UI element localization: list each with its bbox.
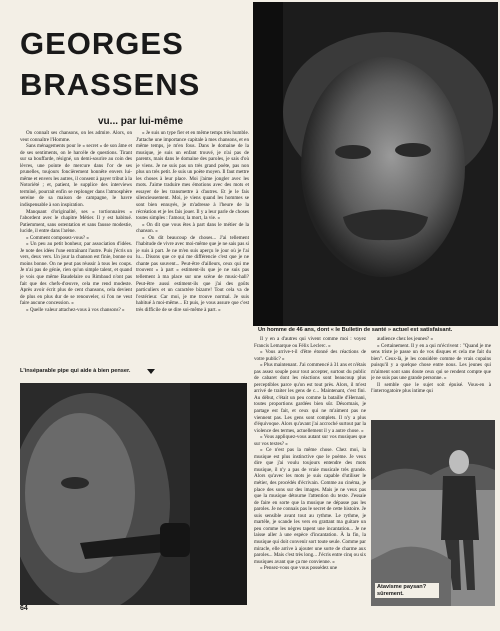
title-line-1: GEORGES	[20, 26, 184, 61]
garden-photo	[371, 420, 495, 606]
paragraph: audience chez les jeunes? »	[377, 336, 434, 342]
title-line-2: BRASSENS	[20, 67, 201, 102]
pipe-photo	[20, 383, 247, 605]
pipe-image	[20, 383, 247, 605]
down-arrow-icon	[147, 369, 155, 374]
text-column-3	[254, 336, 366, 604]
paragraph: Manquant d'originalité, ses « tortionnaires » l'abordent avec le chapitre Métier. Il y est habitué. Patiemment, sans ostentation et sans fausse modestie, lucide, il entre dans l'arène.	[20, 208, 132, 235]
paragraph: « On dit que vous êtes à part dans le métier de la chanson. »	[136, 221, 249, 235]
paragraph: « Pensez-vous que vous possédez une	[260, 565, 338, 572]
paragraph: Il y en a d'autres qui vivent comme moi : voyez Francis Lemarque ou Félix Leclerc. »	[254, 336, 366, 349]
article-subtitle: vu... par lui-même	[98, 116, 184, 127]
paragraph: « Vous appliquez-vous autant sur vos musiques que sur vos textes? »	[254, 434, 366, 447]
paragraph: « Comment composez-vous? »	[26, 234, 89, 241]
paragraph: « Plus maintenant. J'ai commencé à 31 ans et n'étais pas assez souple pour tout accepter, surtout du public de cabaret dont les réactions sont beaucoup plus perceptibles parce qu'on est tout près. Alors, il m'est arrivé de traiter les gens de c... Maintenant, c'est fini. Au début, c'était un peu comme la bataille d'Hernani, toutes proportions gardées bien sûr. Désormais, je partage est fait, et ceux qui ne m'aiment pas ne viennent pas. Les gens sont complets. Il n'y a plus d'équivoque. Alors qu'avant j'ai accroché surtout par la violence des termes, actuellement il y a autre chose. »	[254, 362, 366, 434]
text-column-1	[20, 130, 132, 366]
portrait-photo	[253, 2, 498, 326]
paragraph: « Quelle valeur attachez-vous à vos chansons? »	[26, 306, 125, 313]
paragraph: « On dit beaucoup de choses... J'ai tellement l'habitude de vivre avec moi-même que je ne sais pas si je suis à part. Je ne m'en suis aperçu le jour où je l'ai lu... Disons que ce qui me différencie c'est que je ne chante pas souvent... Peut-être d'ailleurs, ceux qui me trouvent « à part » estiment-ils que je ne suis pas tellement à ma place sur une scène de music-hall? Peut-être aussi estiment-ils que j'ai des goûts particuliers et un caractère bizarre! Tout cela va de l'extérieur. Car moi, je me trouve normal. Je suis habitué à moi-même... Et puis, je vous assure que c'est très difficile de se dire soi-même à part. »	[136, 234, 249, 313]
paragraph: Sans ménagements pour le « secret » de son âme et de ses sentiments, on le harcèle de questions. Tirant sur sa bouffarde, résigné, un demi-sourire au coin des lèvres, une pointe de mercure dans l'or de ses prunelles, toujours foncièrement honnête envers lui-même et envers les autres, il consent à payer tribut à la Notoriété ; et, patient, le supplice des interviews terminé, pourrait enfin se replonger dans l'atmosphère sereine de sa maison de campagne, le havre indispensable à son inspiration.	[20, 143, 132, 209]
paragraph: « Je suis un type fier et en même temps très humble. J'attache une importance capitale à mes chansons, et en même temps, je m'en fous. Dans le domaine de la musique, je suis un enfant trouvé, je n'ai pas de parents, mais dans le domaine des paroles, je sais d'où je viens. Je ne suis pas un très grand poète, pas non plus un très petit. Je suis un poète moyen. Il faut mettre les choses à leur place. Moi j'aime jongler avec les mots. J'aime traduire mes émotions avec des mots et essayer de les transmettre à d'autres. Et je le fais silencieusement. Moi, je viens quand les hommes se sont bien ennuyés, je m'adresse à l'heure de la récréation et je les fais jouer. Il y a leur parle de choses toutes simples : l'amour, la mort, la vie. »	[136, 130, 249, 222]
article-title	[20, 28, 250, 100]
paragraph: « Ce n'est pas la même chose. Chez moi, la musique est plus instinctive que le poème. Je veux dire que j'ai voulu toujours entendre des mots musique, il n'y a pas de vraie musicale très grande. Alors qu'avec les mots je suis capable d'utiliser le métier, des procédés d'écrivain. Comme au cinéma, je place des sons sur des images. Mais je ne veux pas que la musique détourne l'attention du texte. J'essaie de faire en sorte que la musique ne dépasse pas les paroles. Je ne connais pas le secret de cette histoire. Je suis sensible avant tout au rythme. Le rythme, je martèle, je scande les vers en grattant ma guitare un peu comme les nègres tapent une incantation... Je ne laisse aller à une espèce d'incantation. À la fin, la musique qui doit convenir sort toute seule. Comme par miracle, elle arrive à ajouter une sorte de charme aux paroles... Mais c'est très long... J'écris entre cinq ou six musiques avant que ça me convienne. »	[254, 447, 366, 565]
garden-caption: Atavisme paysan? sûrement.	[375, 583, 439, 598]
pipe-caption: L'inséparable pipe qui aide à bien penser.	[20, 368, 131, 374]
text-column-2	[136, 130, 249, 366]
garden-image	[371, 420, 495, 606]
text-column-4	[371, 336, 491, 416]
paragraph: « Certainement. Il y en a qui m'écrivent : "Quand je me sens triste je passe un de vos disques et cela me fait du bien". Ceux-là, je les considère comme de vrais copains puisqu'il y a quelque chose entre nous. Les jeunes qui m'aiment sont sans doute ceux qui se rendent compte que je ne suis pas une grande personne. »	[371, 342, 491, 382]
paragraph: On connaît ses chansons, on les admire. Alors, on veut connaître l'Homme.	[20, 130, 132, 143]
paragraph: « Un peu au petit bonheur, par association d'idées. Je note des idées l'une entraînant l'autre. Puis j'écris un vers, deux vers. Un jour la chanson est finie, bonne ou moins bonne. On ne peut pas réussir à tous les coups. Je n'ai pas de génie, rien qu'un simple talent, et quand je vois que même Baudelaire ou Rimbaud n'ont pas fait que des chefs-d'œuvre, cela me rend modeste. Après avoir écrit plus de cent chansons, cela devient de plus en plus dur de se renouveler, si l'on ne veut faire aucune concession. »	[20, 241, 132, 307]
portrait-image	[253, 2, 498, 326]
page-number: 64	[20, 605, 28, 612]
portrait-caption: Un homme de 46 ans, dont « le Bulletin de santé » actuel est satisfaisant.	[258, 327, 453, 333]
paragraph: Il semble que le sujet soit épuisé. Vous-en à l'interrogatoire plus intime qui	[371, 381, 491, 395]
paragraph: « Vous arrive-t-il d'être étonné des réactions de votre public? »	[254, 349, 366, 362]
